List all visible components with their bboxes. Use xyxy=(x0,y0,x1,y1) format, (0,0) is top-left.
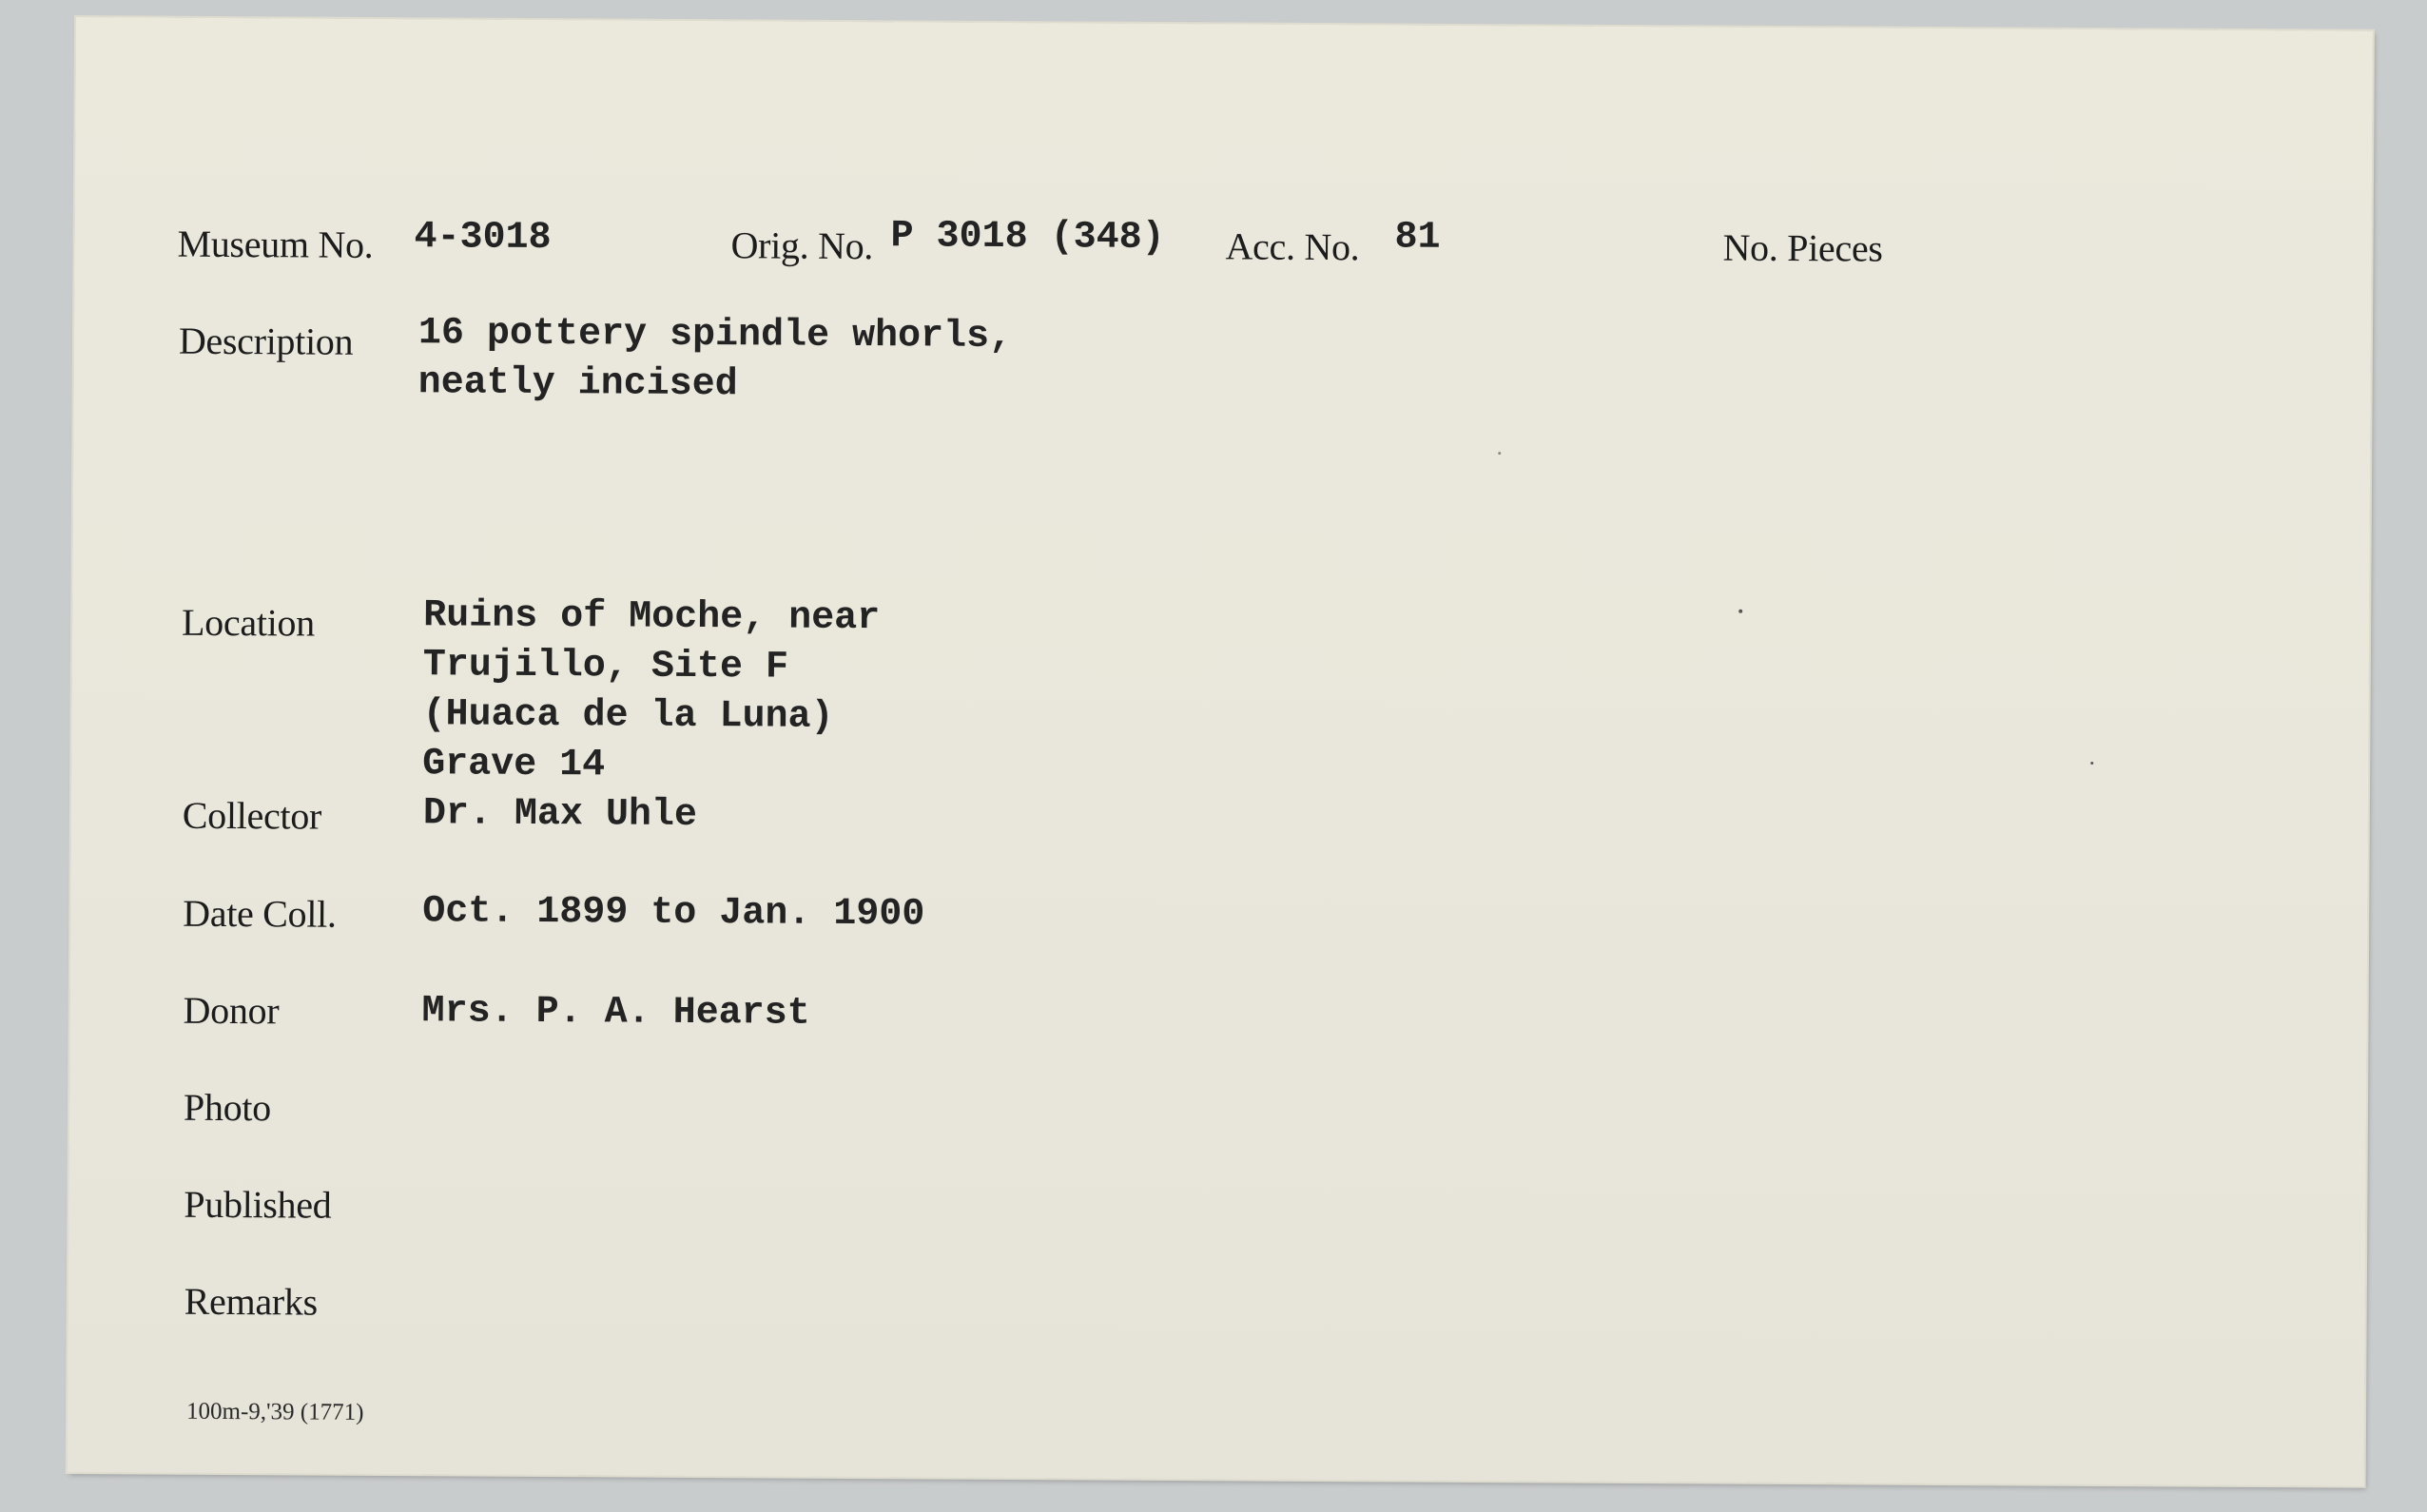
paper-speck xyxy=(1498,452,1501,455)
acc-no-value: 81 xyxy=(1394,216,1441,260)
remarks-label: Remarks xyxy=(184,1279,318,1324)
print-code: 100m-9,'39 (1771) xyxy=(185,1398,364,1425)
description-label: Description xyxy=(178,319,354,363)
collector-label: Collector xyxy=(182,793,322,838)
catalog-card xyxy=(68,17,2373,1486)
description-value xyxy=(417,309,1012,412)
location-line: Trujillo, Site F xyxy=(422,644,789,689)
description-line: neatly incised xyxy=(417,361,738,407)
date-coll-label: Date Coll. xyxy=(183,891,337,936)
orig-no-value: P 3018 (348) xyxy=(890,215,1165,260)
paper-speck xyxy=(2090,762,2093,765)
acc-no-label: Acc. No. xyxy=(1225,224,1360,269)
date-coll-value: Oct. 1899 to Jan. 1900 xyxy=(422,890,925,937)
photo-label: Photo xyxy=(183,1085,272,1130)
donor-value: Mrs. P. A. Hearst xyxy=(421,990,810,1036)
collector-value: Dr. Max Uhle xyxy=(422,792,698,838)
museum-no-label: Museum No. xyxy=(177,222,374,266)
location-line: Grave 14 xyxy=(422,743,606,787)
paper-speck xyxy=(1738,610,1742,613)
no-pieces-label: No. Pieces xyxy=(1722,225,1883,270)
description-line: 16 pottery spindle whorls, xyxy=(417,312,1013,359)
location-value xyxy=(422,591,880,792)
donor-label: Donor xyxy=(183,988,280,1033)
published-label: Published xyxy=(184,1182,332,1227)
orig-no-label: Orig. No. xyxy=(730,223,874,268)
location-line: (Huaca de la Luna) xyxy=(422,693,834,739)
museum-no-value: 4-3018 xyxy=(414,216,552,261)
location-line: Ruins of Moche, near xyxy=(423,594,881,641)
location-label: Location xyxy=(181,600,316,645)
